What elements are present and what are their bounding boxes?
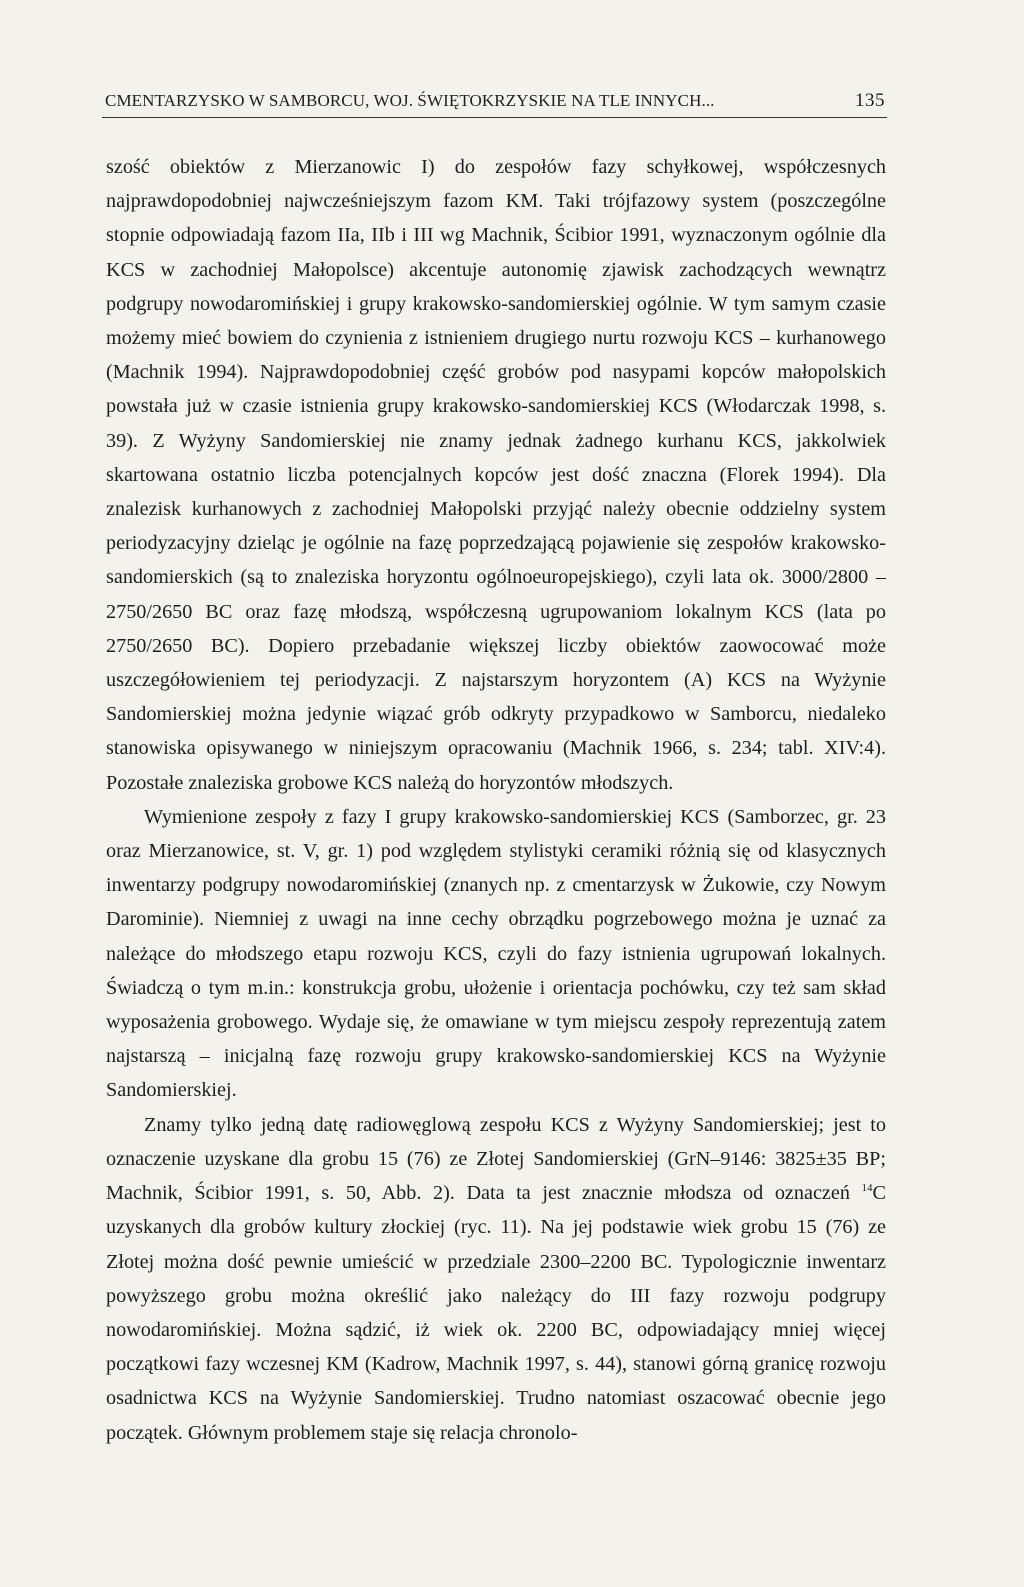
isotope-superscript: 14 — [861, 1182, 873, 1195]
paragraph-3-text-after: C uzyskanych dla grobów kultury złockiej (ryc. 11). Na jej podstawie wiek grobu 15 (76) ze Złotej można dość pewnie umieścić w przedziale 2300–2200 BC. Typologicznie inwentarz powyższego grobu można określić jako należący do III fazy rozwoju podgrupy nowodaromińskiej. Można sądzić, iż wiek ok. 2200 BC, odpowiadający mniej więcej początkowi fazy wczesnej KM (Kadrow, Machnik 1997, s. 44), stanowi górną granicę rozwoju osadnictwa KCS na Wyżynie Sandomierskiej. Trudno natomiast oszacować obecnie jego początek. Głównym problemem staje się relacja chronolo- — [106, 1182, 886, 1444]
running-title: CMENTARZYSKO W SAMBORCU, WOJ. ŚWIĘTOKRZYSKIE NA TLE INNYCH... — [105, 91, 715, 110]
header-rule — [102, 117, 887, 118]
paragraph-2: Wymienione zespoły z fazy I grupy krakowsko-sandomierskiej KCS (Samborzec, gr. 23 oraz Mierzanowice, st. V, gr. 1) pod względem stylistyki ceramiki różnią się od klasycznych inwentarzy podgrupy nowodaromińskiej (znanych np. z cmentarzysk w Żukowie, czy Nowym Darominie). Niemniej z uwagi na inne cechy obrządku pogrzebowego można je uznać za należące do młodszego etapu rozwoju KCS, czyli do fazy istnienia ugrupowań lokalnych. Świadczą o tym m.in.: konstrukcja grobu, ułożenie i orientacja pochówku, czy też sam skład wyposażenia grobowego. Wydaje się, że omawiane w tym miejscu zespoły reprezentują zatem najstarszą – inicjalną fazę rozwoju grupy krakowsko-sandomierskiej KCS na Wyżynie Sandomierskiej. — [106, 805, 886, 1102]
running-header — [105, 89, 885, 113]
paragraph-3-text-before: Znamy tylko jedną datę radiowęglową zespołu KCS z Wyżyny Sandomierskiej; jest to oznaczenie uzyskane dla grobu 15 (76) ze Złotej Sandomierskiej (GrN–9146: 3825±35 BP; Machnik, Ścibior 1991, s. 50, Abb. 2). Data ta jest znacznie młodsza od oznaczeń — [106, 1113, 886, 1205]
paragraph-3 — [106, 1108, 886, 1450]
page-number: 135 — [855, 90, 885, 111]
body-text — [106, 150, 886, 1450]
paragraph-1: szość obiektów z Mierzanowic I) do zespołów fazy schyłkowej, współczesnych najprawdopodobniej najwcześniejszym fazom KM. Taki trójfazowy system (poszczególne stopnie odpowiadają fazom IIa, IIb i III wg Machnik, Ścibior 1991, wyznaczonym ogólnie dla KCS w zachodniej Małopolsce) akcentuje autonomię zjawisk zachodzących wewnątrz podgrupy nowodaromińskiej i grupy krakowsko-sandomierskiej ogólnie. W tym samym czasie możemy mieć bowiem do czynienia z istnieniem drugiego nurtu rozwoju KCS – kurhanowego (Machnik 1994). Najprawdopodobniej część grobów pod nasypami kopców małopolskich powstała już w czasie istnienia grupy krakowsko-sandomierskiej KCS (Włodarczak 1998, s. 39). Z Wyżyny Sandomierskiej nie znamy jednak żadnego kurhanu KCS, jakkolwiek skartowana ostatnio liczba potencjalnych kopców jest dość znaczna (Florek 1994). Dla znalezisk kurhanowych z zachodniej Małopolski przyjąć należy obecnie oddzielny system periodyzacyjny dzieląc je ogólnie na fazę poprzedzającą pojawienie się zespołów krakowsko-sandomierskich (są to znaleziska horyzontu ogólnoeuropejskiego), czyli lata ok. 3000/2800 – 2750/2650 BC oraz fazę młodszą, współczesną ugrupowaniom lokalnym KCS (lata po 2750/2650 BC). Dopiero przebadanie większej liczby obiektów zaowocować może uszczegółowieniem tej periodyzacji. Z najstarszym horyzontem (A) KCS na Wyżynie Sandomierskiej można jedynie wiązać grób odkryty przypadkowo w Samborcu, niedaleko stanowiska opisywanego w niniejszym opracowaniu (Machnik 1966, s. 234; tabl. XIV:4). Pozostałe znaleziska grobowe KCS należą do horyzontów młodszych. — [106, 156, 886, 794]
